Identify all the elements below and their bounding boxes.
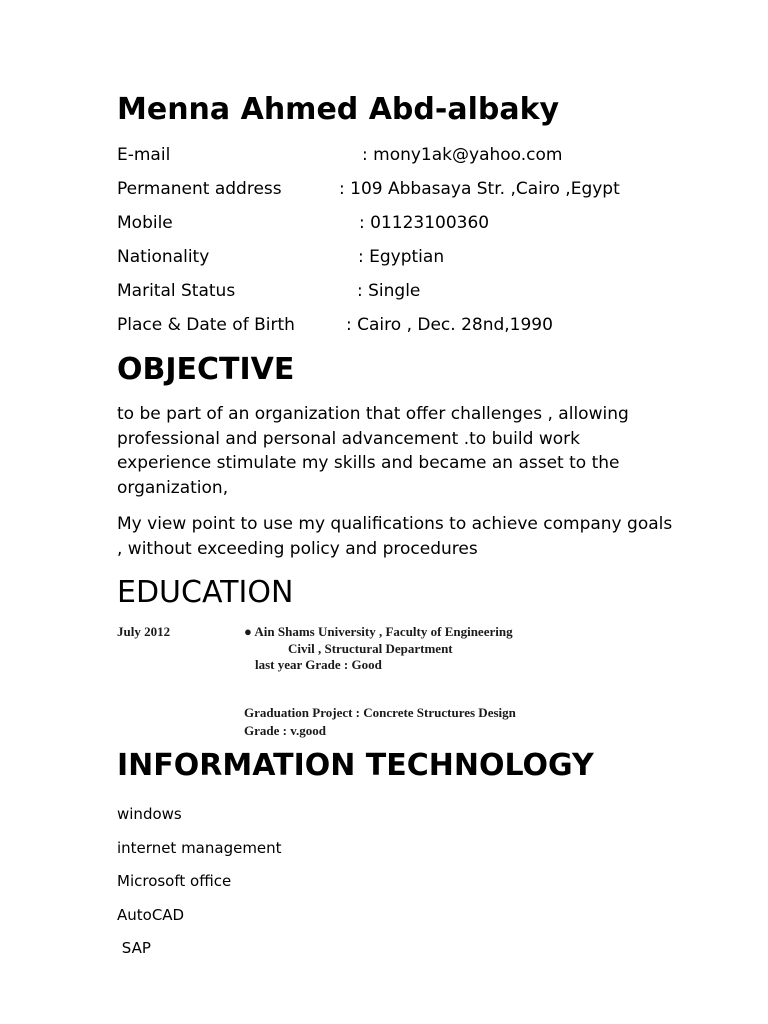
education-grade: last year Grade : Good [255,657,382,672]
contact-label: Marital Status [117,281,236,301]
contact-value: : Cairo , Dec. 28nd,1990 [346,315,553,335]
education-department: Civil , Structural Department [288,641,453,656]
contact-label: Nationality [117,247,210,267]
contact-label: E-mail [117,145,171,165]
list-item: SAP [117,939,151,957]
contact-block [117,138,737,342]
it-heading: INFORMATION TECHNOLOGY [117,748,594,783]
cv-document [117,88,737,966]
contact-value: : 109 Abbasaya Str. ,Cairo ,Egypt [339,179,620,199]
contact-label: Permanent address [117,179,282,199]
objective-paragraph: My view point to use my qualifications to achieve company goals , without exceeding policy and procedures [117,514,673,559]
list-item: Microsoft office [117,872,232,890]
contact-value: : 01123100360 [359,213,490,233]
education-university: ● Ain Shams University , Faculty of Engineering [244,624,513,639]
person-name: Menna Ahmed Abd-albaky [117,92,560,127]
list-item: AutoCAD [117,905,185,924]
graduation-project-grade: Grade : v.good [244,723,326,738]
it-skills-list [117,798,737,966]
education-block [117,623,737,788]
contact-row-marital-status [117,274,737,308]
contact-row-birth [117,308,737,342]
contact-label: Mobile [117,213,173,233]
list-item: internet management [117,838,282,857]
contact-value: : Single [357,281,421,301]
contact-row-email [117,138,737,172]
contact-label: Place & Date of Birth [117,315,295,335]
graduation-project: Graduation Project : Concrete Structures Design [244,705,516,720]
objective-paragraph: to be part of an organization that offer challenges , allowing professional and personal advancement .to build work experience stimulate my skills and became an asset to the organization, [117,404,629,498]
list-item: windows [117,805,182,823]
contact-value: : mony1ak@yahoo.com [362,145,563,165]
contact-row-nationality [117,240,737,274]
contact-row-address [117,172,737,206]
contact-row-mobile [117,206,737,240]
contact-value: : Egyptian [358,247,445,267]
education-date: July 2012 [117,624,171,639]
objective-heading: OBJECTIVE [117,352,295,387]
education-heading: EDUCATION [117,575,294,610]
